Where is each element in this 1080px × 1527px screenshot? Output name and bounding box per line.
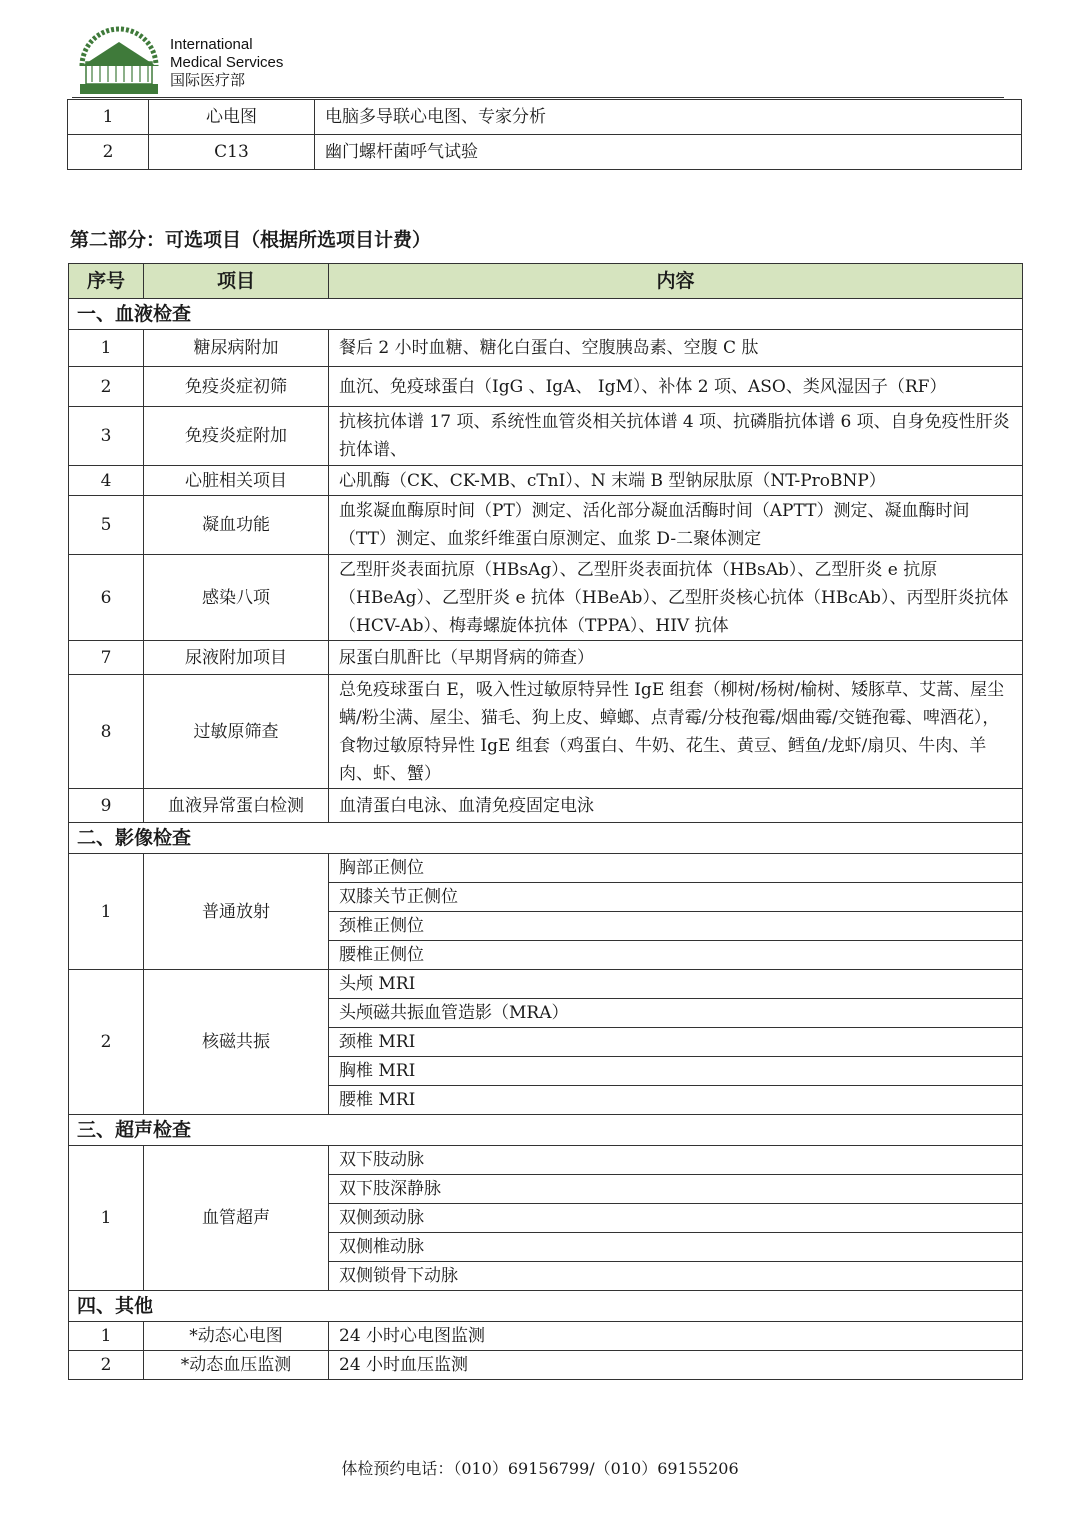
- row-number: 2: [68, 135, 149, 170]
- page-header: [72, 24, 1004, 98]
- row-number: 1: [69, 1146, 144, 1291]
- category-row-other: [69, 1291, 1023, 1322]
- header-item: 项目: [144, 264, 329, 299]
- row-item: 免疫炎症附加: [144, 407, 329, 466]
- header-line-2: Medical Services: [170, 54, 284, 71]
- row-number: 2: [69, 367, 144, 407]
- header-number: 序号: [69, 264, 144, 299]
- category-label: 三、超声检查: [69, 1115, 1023, 1146]
- table-row: [69, 789, 1023, 823]
- table-row: [69, 1351, 1023, 1380]
- header-text: [170, 36, 283, 90]
- category-row-imaging: [69, 823, 1023, 854]
- table-row: [69, 330, 1023, 367]
- table-row: [68, 100, 1022, 135]
- row-number: 2: [69, 1351, 144, 1380]
- row-content: 抗核抗体谱 17 项、系统性血管炎相关抗体谱 4 项、抗磷脂抗体谱 6 项、自身免疫性肝炎抗体谱、: [329, 407, 1023, 466]
- table-row: [69, 970, 1023, 999]
- row-content: 餐后 2 小时血糖、糖化白蛋白、空腹胰岛素、空腹 C 肽: [329, 330, 1023, 367]
- row-item: 血管超声: [144, 1146, 329, 1291]
- row-sub-item: 头颅 MRI: [329, 970, 1023, 999]
- table-row: [69, 641, 1023, 675]
- table-row: [69, 367, 1023, 407]
- row-number: 7: [69, 641, 144, 675]
- row-item: 尿液附加项目: [144, 641, 329, 675]
- row-content: 血沉、免疫球蛋白（IgG 、IgA、 IgM）、补体 2 项、ASO、类风湿因子（RF）: [329, 367, 1023, 407]
- row-item: 过敏原筛查: [144, 675, 329, 789]
- row-content: 电脑多导联心电图、专家分析: [315, 100, 1022, 135]
- category-row-ultrasound: [69, 1115, 1023, 1146]
- row-item: C13: [149, 135, 315, 170]
- row-item: 普通放射: [144, 854, 329, 970]
- row-item: *动态心电图: [144, 1322, 329, 1351]
- row-content: 尿蛋白肌酐比（早期肾病的筛查）: [329, 641, 1023, 675]
- row-sub-item: 双下肢深静脉: [329, 1175, 1023, 1204]
- row-sub-item: 颈椎 MRI: [329, 1028, 1023, 1057]
- row-item: 凝血功能: [144, 496, 329, 555]
- row-number: 4: [69, 466, 144, 496]
- row-sub-item: 胸部正侧位: [329, 854, 1023, 883]
- header-divider: [72, 97, 1004, 98]
- table-row: [69, 675, 1023, 789]
- optional-items-table: [68, 263, 1023, 1380]
- row-content: 幽门螺杆菌呼气试验: [315, 135, 1022, 170]
- row-item: 感染八项: [144, 555, 329, 641]
- row-content: 24 小时血压监测: [329, 1351, 1023, 1380]
- table-row: [69, 1322, 1023, 1351]
- row-number: 1: [69, 330, 144, 367]
- category-label: 一、血液检查: [69, 299, 1023, 330]
- table-row: [69, 407, 1023, 466]
- category-row-blood: [69, 299, 1023, 330]
- row-number: 5: [69, 496, 144, 555]
- row-item: 核磁共振: [144, 970, 329, 1115]
- category-label: 二、影像检查: [69, 823, 1023, 854]
- category-label: 四、其他: [69, 1291, 1023, 1322]
- row-number: 9: [69, 789, 144, 823]
- row-sub-item: 头颅磁共振血管造影（MRA）: [329, 999, 1023, 1028]
- row-number: 1: [69, 854, 144, 970]
- row-sub-item: 胸椎 MRI: [329, 1057, 1023, 1086]
- section-title: 第二部分：可选项目（根据所选项目计费）: [70, 229, 432, 251]
- header-line-3: 国际医疗部: [170, 72, 246, 89]
- row-sub-item: 双侧锁骨下动脉: [329, 1262, 1023, 1291]
- row-content: 心肌酶（CK、CK-MB、cTnI）、N 末端 B 型钠尿肽原（NT-ProBNP）: [329, 466, 1023, 496]
- row-item: *动态血压监测: [144, 1351, 329, 1380]
- row-number: 1: [68, 100, 149, 135]
- row-sub-item: 双膝关节正侧位: [329, 883, 1023, 912]
- row-item: 心脏相关项目: [144, 466, 329, 496]
- row-content: 血清蛋白电泳、血清免疫固定电泳: [329, 789, 1023, 823]
- row-sub-item: 腰椎正侧位: [329, 941, 1023, 970]
- row-number: 2: [69, 970, 144, 1115]
- row-sub-item: 颈椎正侧位: [329, 912, 1023, 941]
- row-sub-item: 双侧椎动脉: [329, 1233, 1023, 1262]
- row-content: 血浆凝血酶原时间（PT）测定、活化部分凝血活酶时间（APTT）测定、凝血酶时间（TT）测定、血浆纤维蛋白原测定、血浆 D-二聚体测定: [329, 496, 1023, 555]
- table-row: [69, 1146, 1023, 1175]
- row-number: 6: [69, 555, 144, 641]
- row-content: 乙型肝炎表面抗原（HBsAg）、乙型肝炎表面抗体（HBsAb）、乙型肝炎 e 抗原（HBeAg）、乙型肝炎 e 抗体（HBeAb）、乙型肝炎核心抗体（HBcAb）、丙型肝炎抗体（HCV-Ab）、梅毒螺旋体抗体（TPPA）、HIV 抗体: [329, 555, 1023, 641]
- footer-phone: 体检预约电话：（010）69156799/（010）69155206: [341, 1459, 739, 1478]
- row-item: 血液异常蛋白检测: [144, 789, 329, 823]
- row-item: 心电图: [149, 100, 315, 135]
- row-number: 1: [69, 1322, 144, 1351]
- row-sub-item: 双下肢动脉: [329, 1146, 1023, 1175]
- header-line-1: International: [170, 36, 253, 53]
- row-number: 3: [69, 407, 144, 466]
- table-header-row: [69, 264, 1023, 299]
- row-item: 糖尿病附加: [144, 330, 329, 367]
- table-row: [68, 135, 1022, 170]
- table-row: [69, 496, 1023, 555]
- table-row: [69, 854, 1023, 883]
- table-row: [69, 555, 1023, 641]
- row-sub-item: 腰椎 MRI: [329, 1086, 1023, 1115]
- part1-table: [67, 99, 1022, 170]
- row-content: 24 小时心电图监测: [329, 1322, 1023, 1351]
- header-content: 内容: [329, 264, 1023, 299]
- row-sub-item: 双侧颈动脉: [329, 1204, 1023, 1233]
- row-number: 8: [69, 675, 144, 789]
- table-row: [69, 466, 1023, 496]
- row-item: 免疫炎症初筛: [144, 367, 329, 407]
- row-content: 总免疫球蛋白 E，吸入性过敏原特异性 IgE 组套（柳树/杨树/榆树、矮豚草、艾蒿、屋尘螨/粉尘满、屋尘、猫毛、狗上皮、蟑螂、点青霉/分枝孢霉/烟曲霉/交链孢霉、啤酒花），食物过敏原特异性 IgE 组套（鸡蛋白、牛奶、花生、黄豆、鳕鱼/龙虾/扇贝、牛肉、羊肉、虾、蟹）: [329, 675, 1023, 789]
- hospital-logo-icon: [76, 26, 162, 98]
